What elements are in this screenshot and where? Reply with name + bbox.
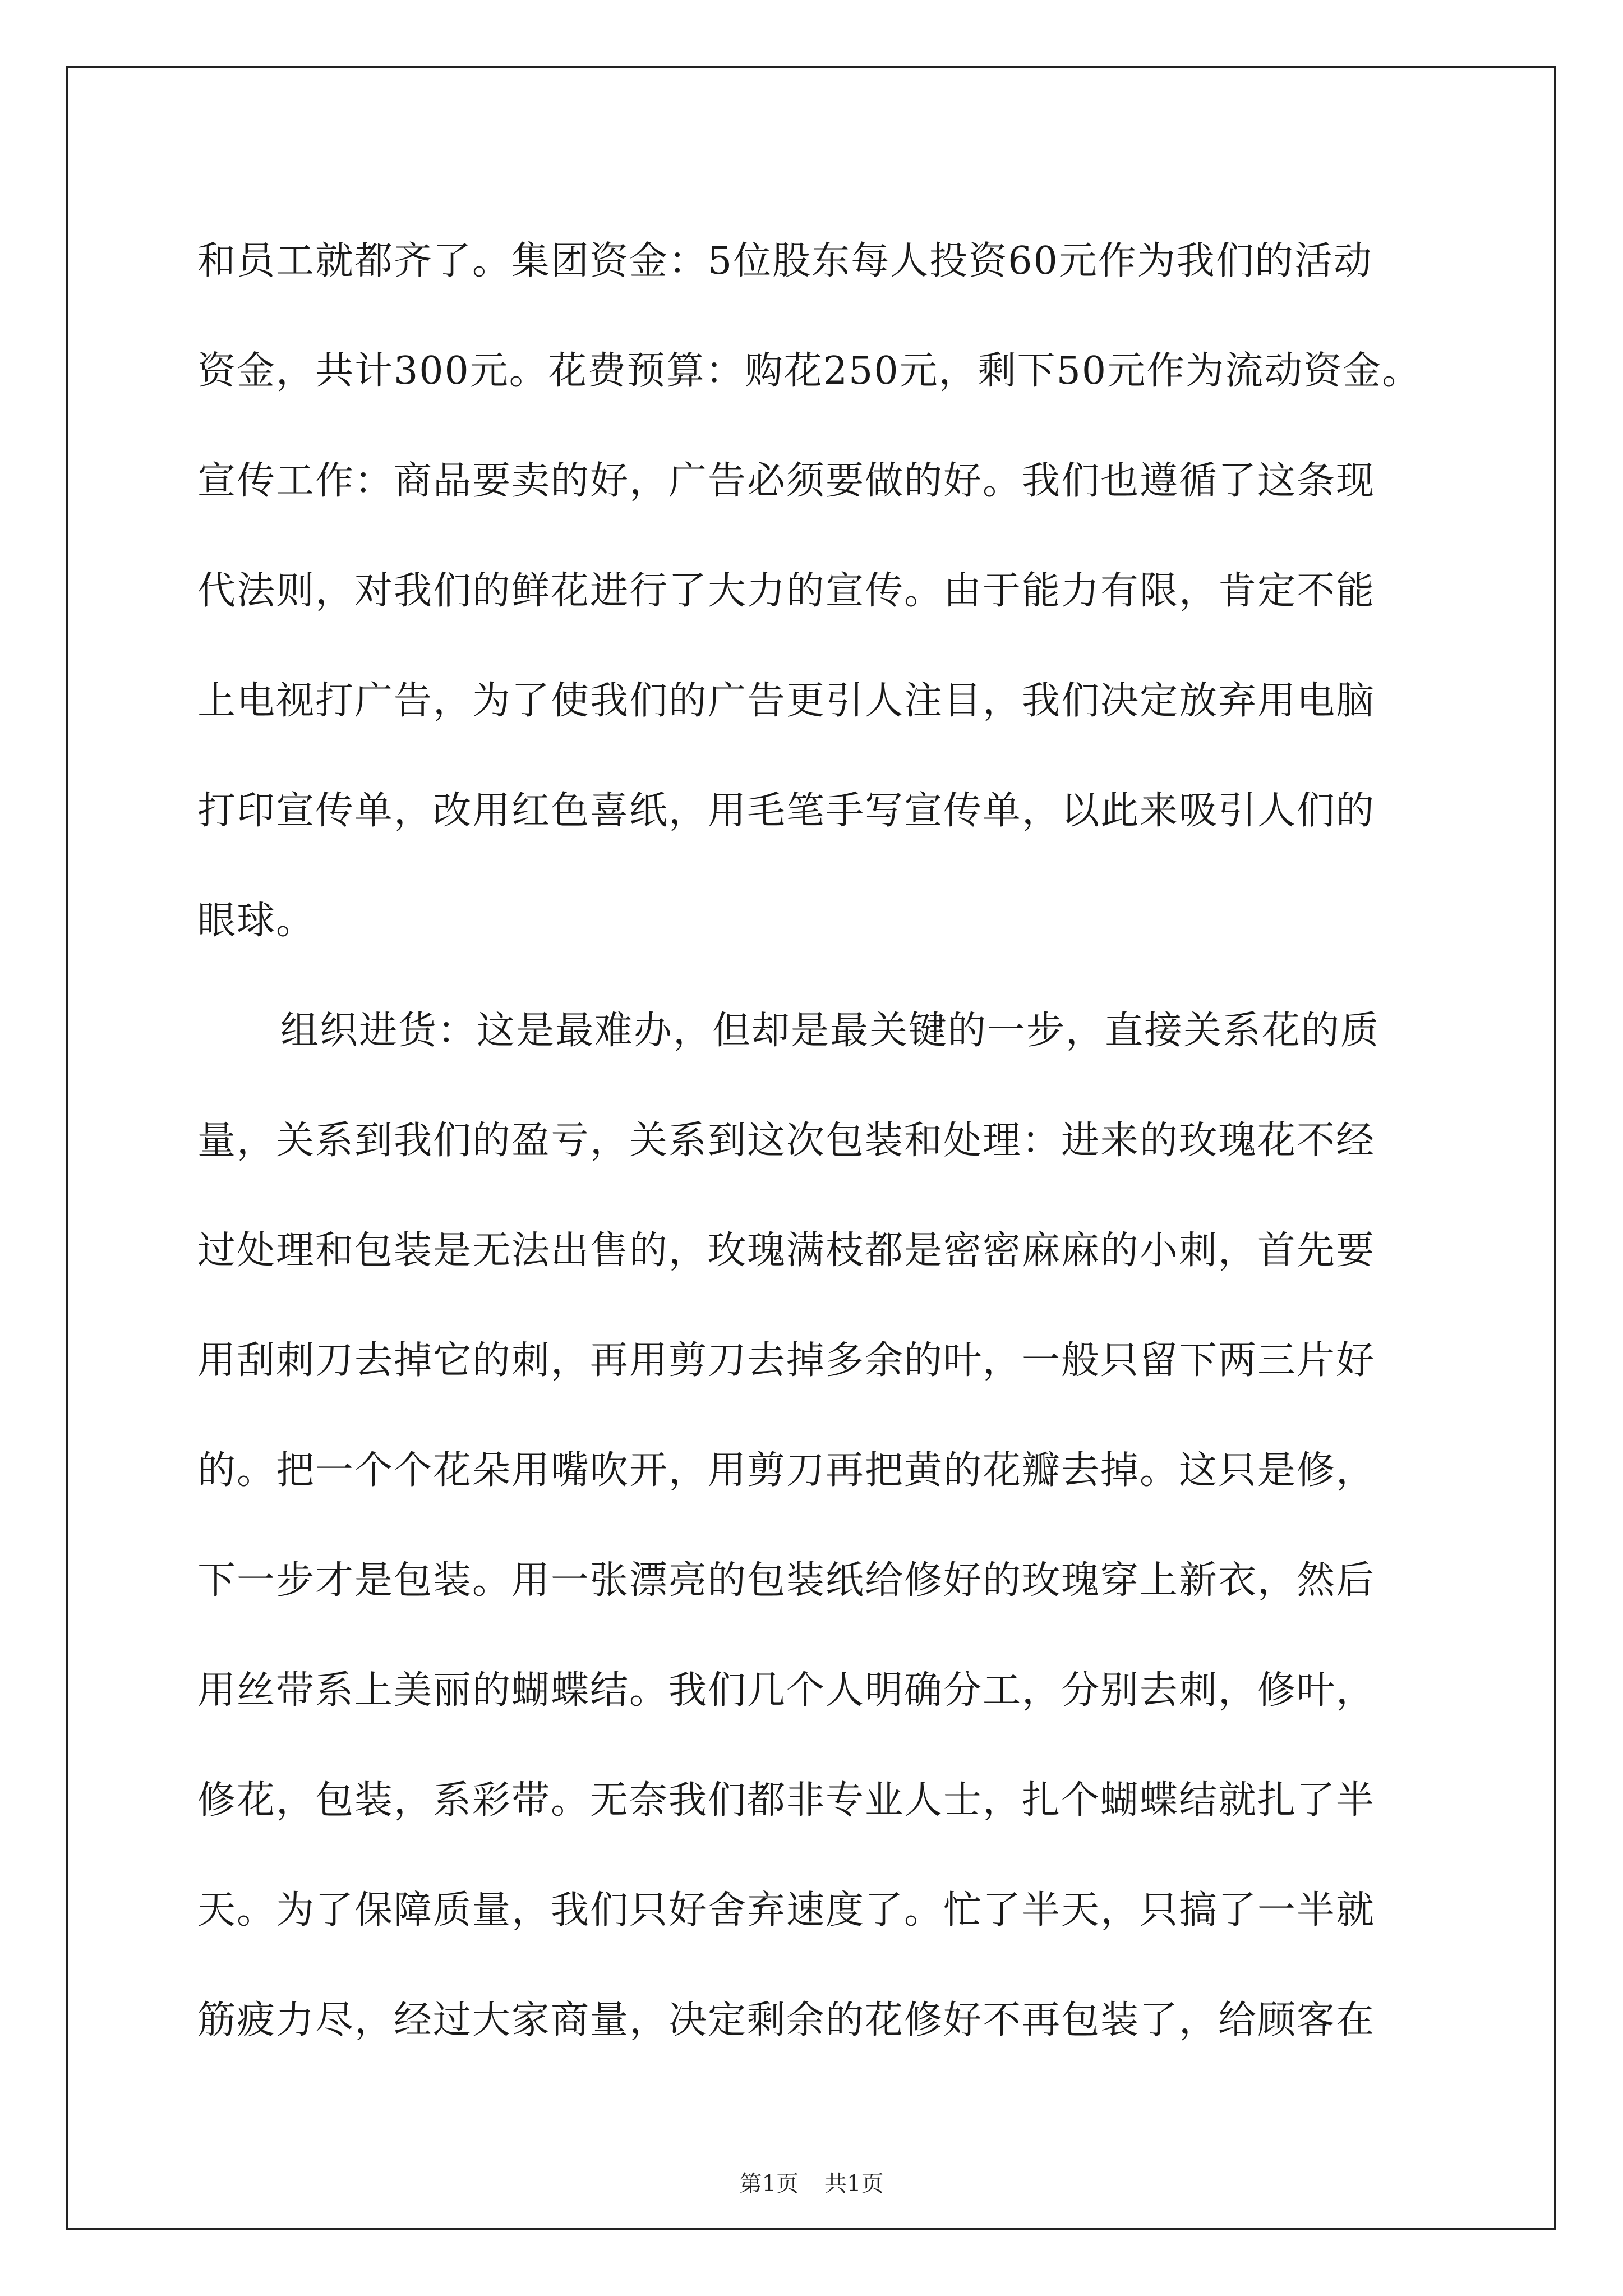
text-line: 过处理和包装是无法出售的，玫瑰满枝都是密密麻麻的小刺，首先要 [197,1228,1376,1273]
text-line: 天。为了保障质量，我们只好舍弃速度了。忙了半天，只搞了一半就 [197,1888,1376,1932]
text-line: 代法则，对我们的鲜花进行了大力的宣传。由于能力有限，肯定不能 [197,569,1376,613]
text-line: 量，关系到我们的盈亏，关系到这次包装和处理：进来的玫瑰花不经 [197,1119,1376,1163]
text-line: 筋疲力尽，经过大家商量，决定剩余的花修好不再包装了，给顾客在 [197,1998,1376,2042]
page-number: 第1页 [739,2171,799,2197]
text-line: 宣传工作：商品要卖的好，广告必须要做的好。我们也遵循了这条现 [197,459,1376,503]
text-line: 下一步才是包装。用一张漂亮的包装纸给修好的玫瑰穿上新衣，然后 [197,1558,1376,1603]
text-line: 打印宣传单，改用红色喜纸，用毛笔手写宣传单，以此来吸引人们的 [197,789,1376,833]
paragraph-first-line: 组织进货：这是最难办，但却是最关键的一步，直接关系花的质 [280,1009,1380,1053]
page-footer [0,2170,1623,2198]
document-body [197,206,1487,2076]
text-line: 的。把一个个花朵用嘴吹开，用剪刀再把黄的花瓣去掉。这只是修， [197,1448,1376,1493]
text-line: 上电视打广告，为了使我们的广告更引人注目，我们决定放弃用电脑 [197,679,1376,723]
text-line: 和员工就都齐了。集团资金：5位股东每人投资60元作为我们的活动 [197,239,1373,283]
text-line: 资金，共计300元。花费预算：购花250元，剩下50元作为流动资金。 [197,349,1422,393]
text-line: 用丝带系上美丽的蝴蝶结。我们几个人明确分工，分别去刺，修叶， [197,1668,1376,1713]
text-line: 修花，包装，系彩带。无奈我们都非专业人士，扎个蝴蝶结就扎了半 [197,1778,1376,1823]
text-line: 用刮刺刀去掉它的刺，再用剪刀去掉多余的叶，一般只留下两三片好 [197,1338,1376,1383]
text-line: 眼球。 [197,899,316,943]
total-pages: 共1页 [824,2171,884,2197]
